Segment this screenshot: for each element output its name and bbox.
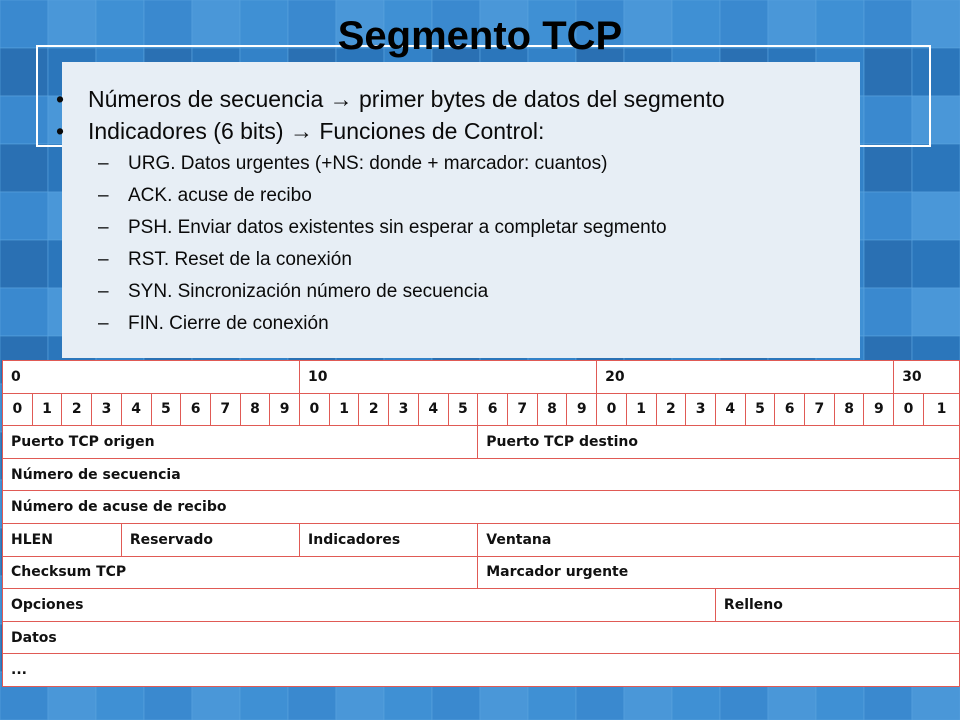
flag-text: SYN. Sincronización número de secuencia <box>128 281 489 302</box>
bit-tens-label: 0 <box>3 361 300 394</box>
bit-index-cell: 0 <box>597 393 627 426</box>
flag-item: – RST. Reset de la conexión <box>98 249 352 270</box>
background-tile <box>0 240 48 288</box>
bullet-text: Números de secuencia <box>88 86 324 112</box>
tens-row <box>3 361 960 394</box>
bit-index-cell: 9 <box>567 393 597 426</box>
table-row <box>3 621 960 654</box>
header-field: Reservado <box>121 523 299 556</box>
header-field: Indicadores <box>300 523 478 556</box>
table-row <box>3 491 960 524</box>
bit-index-cell: 3 <box>686 393 716 426</box>
bullet-list <box>48 84 908 340</box>
bit-index-cell: 4 <box>418 393 448 426</box>
flag-item: – PSH. Enviar datos existentes sin esperar a completar segmento <box>98 217 667 238</box>
header-field: Puerto TCP origen <box>3 426 478 459</box>
bit-index-cell: 6 <box>181 393 211 426</box>
bit-index-cell: 4 <box>121 393 151 426</box>
bit-index-cell: 2 <box>656 393 686 426</box>
arrow-icon: → <box>329 86 353 112</box>
bit-index-cell: 5 <box>151 393 181 426</box>
bit-index-cell: 4 <box>715 393 745 426</box>
header-field: Ventana <box>478 523 960 556</box>
table-row <box>3 523 960 556</box>
bit-index-cell: 3 <box>389 393 419 426</box>
bit-index-cell: 5 <box>745 393 775 426</box>
background-tile <box>912 288 960 336</box>
bit-index-cell: 7 <box>507 393 537 426</box>
header-field: Número de secuencia <box>3 458 960 491</box>
flag-text: URG. Datos urgentes (+NS: donde + marcador: cuantos) <box>128 153 608 174</box>
arrow-icon: → <box>289 118 313 144</box>
bullet-dot: • <box>56 118 65 144</box>
bit-index-cell: 6 <box>478 393 508 426</box>
background-tile <box>0 144 48 192</box>
table-row <box>3 556 960 589</box>
tcp-header-table <box>2 360 960 687</box>
bullet-text: primer bytes de datos del segmento <box>359 86 725 112</box>
bit-index-cell: 8 <box>537 393 567 426</box>
bit-index-cell: 3 <box>92 393 122 426</box>
bit-index-cell: 0 <box>3 393 33 426</box>
bit-index-cell: 7 <box>805 393 835 426</box>
table-row <box>3 589 960 622</box>
background-tile <box>0 192 48 240</box>
header-field: HLEN <box>3 523 122 556</box>
header-field: Puerto TCP destino <box>478 426 960 459</box>
flag-text: FIN. Cierre de conexión <box>128 313 329 334</box>
header-field: Opciones <box>3 589 716 622</box>
header-field: Checksum TCP <box>3 556 478 589</box>
bit-index-cell: 1 <box>626 393 656 426</box>
table-row <box>3 654 960 687</box>
flag-item: – FIN. Cierre de conexión <box>98 313 329 334</box>
bit-index-cell: 9 <box>270 393 300 426</box>
bit-index-cell: 0 <box>894 393 924 426</box>
bullet-dot: • <box>56 86 65 112</box>
bit-tens-label: 10 <box>300 361 597 394</box>
slide-title: Segmento TCP <box>337 14 623 58</box>
header-field: ... <box>3 654 960 687</box>
bit-index-cell: 1 <box>32 393 62 426</box>
bit-index-cell: 9 <box>864 393 894 426</box>
bit-index-cell: 1 <box>923 393 959 426</box>
bullet-item <box>48 84 908 116</box>
bit-index-cell: 2 <box>62 393 92 426</box>
table-row <box>3 458 960 491</box>
flag-item: – SYN. Sincronización número de secuencia <box>98 281 489 302</box>
background-tile <box>912 144 960 192</box>
flag-text: PSH. Enviar datos existentes sin esperar a completar segmento <box>128 217 667 238</box>
header-field: Marcador urgente <box>478 556 960 589</box>
flag-text: RST. Reset de la conexión <box>128 249 352 270</box>
bit-index-cell: 7 <box>210 393 240 426</box>
bit-index-cell: 8 <box>240 393 270 426</box>
header-field: Número de acuse de recibo <box>3 491 960 524</box>
bullet-text: Indicadores (6 bits) <box>88 118 284 144</box>
flag-item: – ACK. acuse de recibo <box>98 185 312 206</box>
bit-index-cell: 1 <box>329 393 359 426</box>
header-field: Relleno <box>715 589 959 622</box>
table-row <box>3 426 960 459</box>
bit-index-cell: 0 <box>300 393 330 426</box>
background-tile <box>912 240 960 288</box>
bullet-text: Funciones de Control: <box>319 118 545 144</box>
bullet-item <box>48 116 908 148</box>
bit-tens-label: 30 <box>894 361 960 394</box>
bit-tens-label: 20 <box>597 361 894 394</box>
background-tile <box>912 192 960 240</box>
bit-index-cell: 5 <box>448 393 478 426</box>
flag-item: – URG. Datos urgentes (+NS: donde + marcador: cuantos) <box>98 153 608 174</box>
bit-index-cell: 2 <box>359 393 389 426</box>
bit-index-cell: 6 <box>775 393 805 426</box>
flag-text: ACK. acuse de recibo <box>128 185 312 206</box>
background-tile <box>0 288 48 336</box>
header-field: Datos <box>3 621 960 654</box>
bit-index-cell: 8 <box>834 393 864 426</box>
bit-index-row <box>3 393 960 426</box>
